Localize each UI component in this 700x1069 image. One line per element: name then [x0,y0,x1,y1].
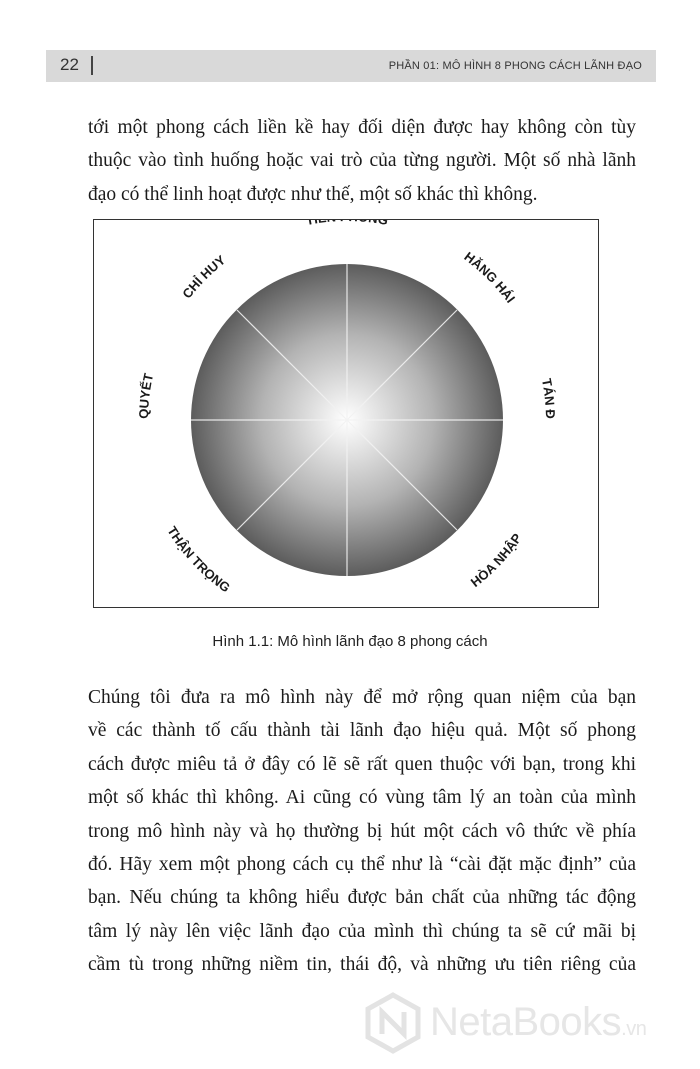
text-line: thuộc vào tình huống hoặc vai trò của từng người. Một số nhà lãnh [88,150,636,172]
label-right: TÁN Đ [538,377,559,419]
text-line: cách được miêu tả ở đây có lẽ sẽ rất quen thuộc với bạn, trong khi [88,753,636,775]
text-line: đó. Hãy xem một phong cách cụ thể như là “cài đặt mặc định” của [88,854,636,876]
page-number: 22 [60,55,79,74]
text-line: một số khác thì không. Ai cũng có vùng tâm lý an toàn của mình [88,787,636,809]
label-top-left: CHỈ HUY [179,252,229,302]
label-bottom-right: HÒA NHẬP [467,530,525,590]
label-bottom-left: THẬN TRỌNG [164,523,234,596]
text-line: Chúng tôi đưa ra mô hình này để mở rộng quan niệm của bạn [88,687,636,708]
text-line: tới một phong cách liền kề hay đối diện được hay không còn tùy [88,117,636,138]
paragraph-body [88,681,636,982]
watermark [362,990,662,1060]
text-line: tâm lý này lên việc lãnh đạo của mình thì chúng ta sẽ cứ mãi bị [88,920,636,942]
paragraph-intro [88,111,636,211]
label-top-right: HĂNG HÁI [461,248,519,306]
wheel-spokes [191,264,503,576]
header-divider [91,56,93,75]
netabooks-logo-icon [362,992,424,1054]
chapter-title: PHẦN 01: MÔ HÌNH 8 PHONG CÁCH LÃNH ĐẠO [388,60,642,72]
running-header [46,50,656,82]
text-line: về các thành tố cấu thành tài lãnh đạo hiệu quả. Một số phong [88,720,636,742]
leadership-model-figure [93,219,599,608]
text-line: cầm tù trong những niềm tin, thái độ, và những ưu tiên riêng của [88,954,636,976]
watermark-text: NetaBooks.vn [430,1000,647,1044]
text-line: trong mô hình này và họ thường bị hút một cách vô thức về phía [88,820,636,842]
text-line: bạn. Nếu chúng ta không hiểu được bản chất của những tác động [88,887,636,909]
label-left: QUYẾT [135,371,157,419]
figure-caption: Hình 1.1: Mô hình lãnh đạo 8 phong cách [212,633,488,650]
leadership-wheel-diagram [94,220,598,607]
text-line: đạo có thể linh hoạt được như thế, một số khác thì không. [88,183,538,205]
label-top [305,220,390,228]
